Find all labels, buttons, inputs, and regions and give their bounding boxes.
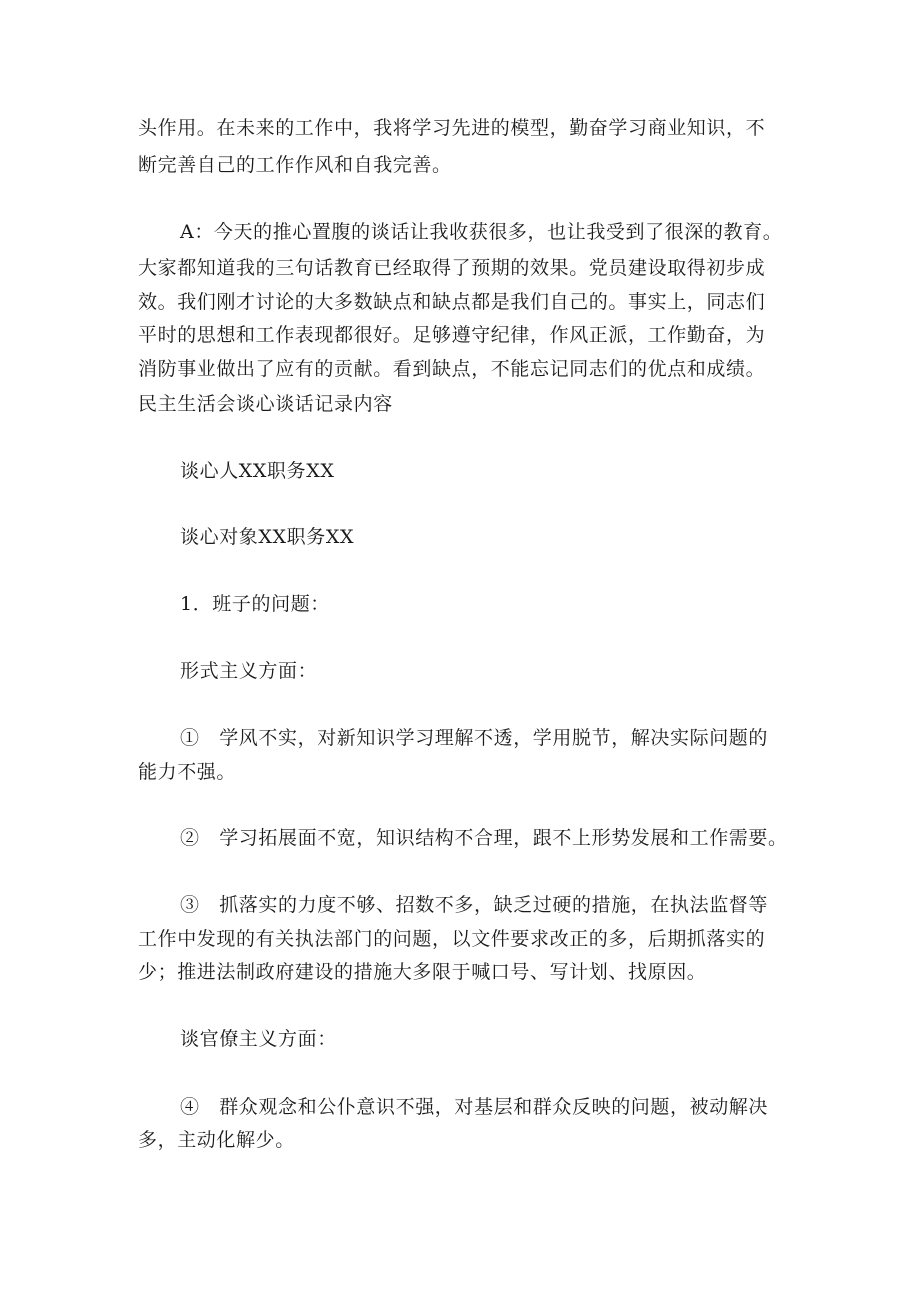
item-2-line-1: ② 学习拓展面不宽，知识结构不合理，跟不上形势发展和工作需要。 bbox=[180, 827, 788, 849]
item-1-line-1: ① 学风不实，对新知识学习理解不透，学用脱节，解决实际问题的 bbox=[180, 727, 769, 749]
bureaucratism-heading: 谈官僚主义方面： bbox=[180, 1028, 337, 1050]
paragraph-2-line-2: 大家都知道我的三句话教育已经取得了预期的效果。党员建设取得初步成 bbox=[138, 257, 766, 279]
item-1-line-2: 能力不强。 bbox=[138, 761, 237, 783]
item-4-line-1: ④ 群众观念和公仆意识不强，对基层和群众反映的问题，被动解决 bbox=[180, 1096, 769, 1118]
talker-line: 谈心人XX职务XX bbox=[180, 460, 335, 482]
paragraph-2-line-6: 民主生活会谈心谈话记录内容 bbox=[138, 393, 393, 415]
paragraph-2-line-4: 平时的思想和工作表现都很好。足够遵守纪律，作风正派，工作勤奋，为 bbox=[138, 324, 766, 346]
section-1-heading: 1．班子的问题： bbox=[180, 593, 330, 615]
paragraph-1-line-2: 断完善自己的工作作风和自我完善。 bbox=[138, 154, 452, 176]
paragraph-1-line-1: 头作用。在未来的工作中，我将学习先进的模型，勤奋学习商业知识，不 bbox=[138, 117, 766, 139]
item-4-line-2: 多，主动化解少。 bbox=[138, 1129, 295, 1151]
paragraph-2-line-3: 效。我们刚才讨论的大多数缺点和缺点都是我们自己的。事实上，同志们 bbox=[138, 291, 766, 313]
talk-target-line: 谈心对象XX职务XX bbox=[180, 526, 355, 548]
paragraph-2-line-5: 消防事业做出了应有的贡献。看到缺点，不能忘记同志们的优点和成绩。 bbox=[138, 358, 766, 380]
formalism-heading: 形式主义方面： bbox=[180, 660, 318, 682]
item-3-line-3: 少；推进法制政府建设的措施大多限于喊口号、写计划、找原因。 bbox=[138, 961, 707, 983]
paragraph-2-line-1: A：今天的推心置腹的谈话让我收获很多，也让我受到了很深的教育。 bbox=[180, 221, 783, 243]
item-3-line-1: ③ 抓落实的力度不够、招数不多，缺乏过硬的措施，在执法监督等 bbox=[180, 894, 769, 916]
item-3-line-2: 工作中发现的有关执法部门的问题，以文件要求改正的多，后期抓落实的 bbox=[138, 928, 766, 950]
